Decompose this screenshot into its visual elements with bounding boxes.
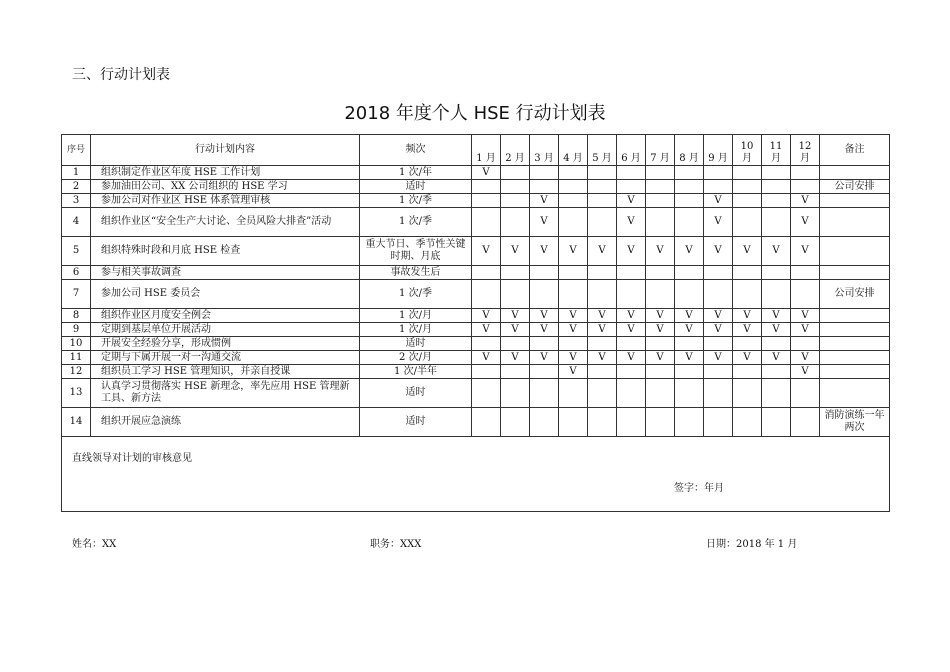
row-month-1: V [472, 166, 501, 180]
row-month-2 [501, 180, 530, 194]
footer-name: 姓名：XX [72, 539, 117, 550]
header-month-4: 4 月 [559, 135, 588, 166]
row-month-8: V [675, 309, 704, 323]
row-month-8 [675, 194, 704, 208]
row-month-3: V [530, 237, 559, 266]
row-month-5 [588, 166, 617, 180]
row-month-12: V [791, 365, 820, 379]
row-content: 定期到基层单位开展活动 [91, 323, 360, 337]
row-month-8: V [675, 237, 704, 266]
row-month-8: V [675, 351, 704, 365]
row-month-6 [617, 365, 646, 379]
row-month-12: V [791, 194, 820, 208]
row-month-9: V [704, 351, 733, 365]
review-row [62, 437, 890, 512]
table-row [62, 180, 890, 194]
row-month-9 [704, 166, 733, 180]
row-month-6 [617, 166, 646, 180]
row-month-11: V [762, 351, 791, 365]
row-month-2 [501, 337, 530, 351]
row-month-4: V [559, 237, 588, 266]
row-month-3 [530, 266, 559, 280]
row-month-7 [646, 408, 675, 437]
row-month-10: V [733, 237, 762, 266]
row-remark [820, 166, 890, 180]
row-content: 组织特殊时段和月底 HSE 检查 [91, 237, 360, 266]
row-content: 参与相关事故调查 [91, 266, 360, 280]
row-month-8 [675, 180, 704, 194]
row-month-12 [791, 280, 820, 309]
row-month-5: V [588, 323, 617, 337]
row-month-5: V [588, 237, 617, 266]
row-month-10 [733, 408, 762, 437]
row-month-3 [530, 365, 559, 379]
row-month-12: V [791, 309, 820, 323]
row-month-3: V [530, 323, 559, 337]
row-month-6: V [617, 194, 646, 208]
table-row [62, 408, 890, 437]
footer-position: 职务：XXX [370, 539, 422, 550]
row-month-5 [588, 208, 617, 237]
row-month-7: V [646, 351, 675, 365]
page-title: 2018 年度个人 HSE 行动计划表 [344, 103, 606, 124]
row-month-6 [617, 280, 646, 309]
row-month-10: V [733, 323, 762, 337]
row-month-11 [762, 208, 791, 237]
row-month-12 [791, 180, 820, 194]
row-month-10: V [733, 351, 762, 365]
row-remark: 消防演练一年两次 [820, 408, 890, 437]
row-remark [820, 337, 890, 351]
row-frequency: 1 次/季 [360, 208, 472, 237]
row-seq: 2 [62, 180, 91, 194]
row-month-8 [675, 408, 704, 437]
row-month-7: V [646, 323, 675, 337]
row-month-11 [762, 365, 791, 379]
row-seq: 10 [62, 337, 91, 351]
row-seq: 7 [62, 280, 91, 309]
footer-date: 日期：2018 年 1 月 [706, 539, 798, 550]
table-row [62, 166, 890, 180]
row-month-7 [646, 266, 675, 280]
row-month-3 [530, 408, 559, 437]
row-month-5 [588, 266, 617, 280]
row-content: 参加公司 HSE 委员会 [91, 280, 360, 309]
row-month-3 [530, 166, 559, 180]
row-seq: 13 [62, 379, 91, 408]
row-month-4 [559, 337, 588, 351]
row-month-9: V [704, 208, 733, 237]
row-month-7 [646, 208, 675, 237]
row-month-5 [588, 379, 617, 408]
row-frequency: 1 次/年 [360, 166, 472, 180]
row-month-10 [733, 365, 762, 379]
table-row [62, 379, 890, 408]
row-month-3 [530, 337, 559, 351]
header-frequency: 频次 [360, 135, 472, 166]
row-month-12 [791, 166, 820, 180]
review-cell [62, 437, 890, 512]
row-month-11 [762, 194, 791, 208]
row-remark: 公司安排 [820, 180, 890, 194]
row-seq: 11 [62, 351, 91, 365]
row-month-6: V [617, 351, 646, 365]
row-month-9: V [704, 237, 733, 266]
row-month-3: V [530, 194, 559, 208]
row-remark [820, 323, 890, 337]
row-content: 参加油田公司、XX 公司组织的 HSE 学习 [91, 180, 360, 194]
row-month-11 [762, 280, 791, 309]
row-month-4: V [559, 351, 588, 365]
row-month-8 [675, 337, 704, 351]
row-month-1 [472, 365, 501, 379]
row-month-4: V [559, 365, 588, 379]
row-remark [820, 379, 890, 408]
row-content: 认真学习贯彻落实 HSE 新理念，率先应用 HSE 管理新工具、新方法 [91, 379, 360, 408]
row-month-5: V [588, 351, 617, 365]
row-frequency: 适时 [360, 379, 472, 408]
row-month-4 [559, 166, 588, 180]
row-month-12: V [791, 237, 820, 266]
row-month-12 [791, 408, 820, 437]
row-month-7 [646, 379, 675, 408]
row-month-8: V [675, 323, 704, 337]
row-month-9 [704, 408, 733, 437]
row-month-1 [472, 280, 501, 309]
header-month-5: 5 月 [588, 135, 617, 166]
row-month-10 [733, 337, 762, 351]
row-month-11: V [762, 237, 791, 266]
header-month-9: 9 月 [704, 135, 733, 166]
row-month-7 [646, 280, 675, 309]
table-row [62, 194, 890, 208]
row-frequency: 适时 [360, 408, 472, 437]
table-row [62, 280, 890, 309]
row-month-5 [588, 280, 617, 309]
row-remark [820, 208, 890, 237]
header-remark: 备注 [820, 135, 890, 166]
row-remark [820, 309, 890, 323]
row-month-12: V [791, 323, 820, 337]
row-frequency: 重大节日、季节性关键时期、月底 [360, 237, 472, 266]
row-month-1: V [472, 309, 501, 323]
row-month-1: V [472, 237, 501, 266]
row-month-10 [733, 379, 762, 408]
row-month-3 [530, 379, 559, 408]
table-row [62, 337, 890, 351]
row-month-10 [733, 266, 762, 280]
header-month-3: 3 月 [530, 135, 559, 166]
row-month-6: V [617, 208, 646, 237]
row-month-10 [733, 166, 762, 180]
row-seq: 1 [62, 166, 91, 180]
row-content: 组织制定作业区年度 HSE 工作计划 [91, 166, 360, 180]
row-month-7: V [646, 237, 675, 266]
row-content: 参加公司对作业区 HSE 体系管理审核 [91, 194, 360, 208]
row-month-1 [472, 208, 501, 237]
table-header-row [62, 135, 890, 166]
row-month-7 [646, 166, 675, 180]
row-remark [820, 237, 890, 266]
row-remark [820, 194, 890, 208]
row-month-1 [472, 337, 501, 351]
table-row [62, 351, 890, 365]
row-seq: 6 [62, 266, 91, 280]
row-seq: 9 [62, 323, 91, 337]
row-content: 开展安全经验分享，形成惯例 [91, 337, 360, 351]
row-month-7 [646, 180, 675, 194]
row-month-7: V [646, 309, 675, 323]
row-month-4 [559, 266, 588, 280]
row-month-2 [501, 280, 530, 309]
row-month-12 [791, 337, 820, 351]
row-month-11 [762, 180, 791, 194]
row-frequency: 1 次/季 [360, 280, 472, 309]
row-frequency: 1 次/半年 [360, 365, 472, 379]
row-month-5 [588, 408, 617, 437]
row-month-8 [675, 166, 704, 180]
row-month-11: V [762, 323, 791, 337]
row-month-8 [675, 208, 704, 237]
row-content: 组织员工学习 HSE 管理知识，并亲自授课 [91, 365, 360, 379]
row-month-6 [617, 180, 646, 194]
row-month-7 [646, 365, 675, 379]
row-month-2: V [501, 309, 530, 323]
table-row [62, 266, 890, 280]
header-content: 行动计划内容 [91, 135, 360, 166]
row-month-2 [501, 266, 530, 280]
header-month-11: 11 月 [762, 135, 791, 166]
review-label: 直线领导对计划的审核意见 [72, 453, 192, 464]
action-plan-table [61, 134, 890, 512]
row-frequency: 事故发生后 [360, 266, 472, 280]
table-row [62, 365, 890, 379]
header-month-6: 6 月 [617, 135, 646, 166]
row-month-10: V [733, 309, 762, 323]
header-month-10: 10 月 [733, 135, 762, 166]
row-month-9 [704, 365, 733, 379]
header-month-12: 12 月 [791, 135, 820, 166]
row-month-4 [559, 180, 588, 194]
row-month-9: V [704, 309, 733, 323]
row-month-4 [559, 194, 588, 208]
row-remark [820, 266, 890, 280]
row-month-11 [762, 266, 791, 280]
row-seq: 12 [62, 365, 91, 379]
signature-label: 签字：年月 [674, 483, 724, 494]
row-month-10 [733, 280, 762, 309]
row-month-2: V [501, 351, 530, 365]
row-frequency: 1 次/月 [360, 309, 472, 323]
row-month-2 [501, 365, 530, 379]
row-month-4 [559, 280, 588, 309]
row-month-9 [704, 337, 733, 351]
row-seq: 14 [62, 408, 91, 437]
row-content: 组织作业区月度安全例会 [91, 309, 360, 323]
row-month-3 [530, 180, 559, 194]
row-content: 组织开展应急演练 [91, 408, 360, 437]
row-month-1 [472, 408, 501, 437]
row-month-3: V [530, 208, 559, 237]
row-remark [820, 351, 890, 365]
row-seq: 4 [62, 208, 91, 237]
row-month-3: V [530, 351, 559, 365]
row-month-6 [617, 337, 646, 351]
row-month-11 [762, 408, 791, 437]
row-month-4: V [559, 323, 588, 337]
row-month-9 [704, 280, 733, 309]
row-month-9 [704, 379, 733, 408]
row-seq: 3 [62, 194, 91, 208]
header-month-7: 7 月 [646, 135, 675, 166]
row-month-5 [588, 365, 617, 379]
row-month-2 [501, 166, 530, 180]
row-frequency: 1 次/季 [360, 194, 472, 208]
row-month-5 [588, 194, 617, 208]
table-row [62, 309, 890, 323]
row-month-6: V [617, 309, 646, 323]
row-month-2: V [501, 323, 530, 337]
row-month-9 [704, 180, 733, 194]
row-month-2 [501, 408, 530, 437]
row-month-6 [617, 266, 646, 280]
row-seq: 8 [62, 309, 91, 323]
row-month-11: V [762, 309, 791, 323]
row-month-4 [559, 208, 588, 237]
row-month-10 [733, 194, 762, 208]
row-month-6: V [617, 323, 646, 337]
row-month-1: V [472, 351, 501, 365]
row-month-6 [617, 408, 646, 437]
section-heading: 三、行动计划表 [72, 67, 170, 83]
header-month-1: 1 月 [472, 135, 501, 166]
row-month-11 [762, 166, 791, 180]
row-frequency: 1 次/月 [360, 323, 472, 337]
row-remark [820, 365, 890, 379]
row-month-3 [530, 280, 559, 309]
row-seq: 5 [62, 237, 91, 266]
header-month-8: 8 月 [675, 135, 704, 166]
row-content: 组织作业区“安全生产大讨论、全员风险大排查”活动 [91, 208, 360, 237]
row-month-8 [675, 266, 704, 280]
row-month-2 [501, 194, 530, 208]
row-month-8 [675, 280, 704, 309]
row-month-10 [733, 180, 762, 194]
row-month-3: V [530, 309, 559, 323]
row-month-12: V [791, 351, 820, 365]
row-month-8 [675, 365, 704, 379]
row-month-11 [762, 379, 791, 408]
row-month-5 [588, 180, 617, 194]
row-month-1: V [472, 323, 501, 337]
row-month-2 [501, 208, 530, 237]
row-month-6 [617, 379, 646, 408]
row-month-12: V [791, 208, 820, 237]
header-seq: 序号 [62, 135, 91, 166]
row-month-8 [675, 379, 704, 408]
row-remark: 公司安排 [820, 280, 890, 309]
row-frequency: 适时 [360, 180, 472, 194]
row-frequency: 适时 [360, 337, 472, 351]
table-row [62, 208, 890, 237]
row-month-2 [501, 379, 530, 408]
row-month-5 [588, 337, 617, 351]
row-month-12 [791, 379, 820, 408]
row-month-4: V [559, 309, 588, 323]
row-month-7 [646, 337, 675, 351]
row-month-6: V [617, 237, 646, 266]
row-month-1 [472, 194, 501, 208]
row-month-1 [472, 266, 501, 280]
row-content: 定期与下属开展一对一沟通交流 [91, 351, 360, 365]
row-month-5: V [588, 309, 617, 323]
row-month-11 [762, 337, 791, 351]
row-month-1 [472, 379, 501, 408]
row-month-4 [559, 379, 588, 408]
row-month-9: V [704, 323, 733, 337]
row-month-7 [646, 194, 675, 208]
row-month-9 [704, 266, 733, 280]
row-month-9: V [704, 194, 733, 208]
row-month-10 [733, 208, 762, 237]
header-month-2: 2 月 [501, 135, 530, 166]
row-month-4 [559, 408, 588, 437]
table-row [62, 237, 890, 266]
row-month-1 [472, 180, 501, 194]
row-month-12 [791, 266, 820, 280]
row-frequency: 2 次/月 [360, 351, 472, 365]
row-month-2: V [501, 237, 530, 266]
table-row [62, 323, 890, 337]
